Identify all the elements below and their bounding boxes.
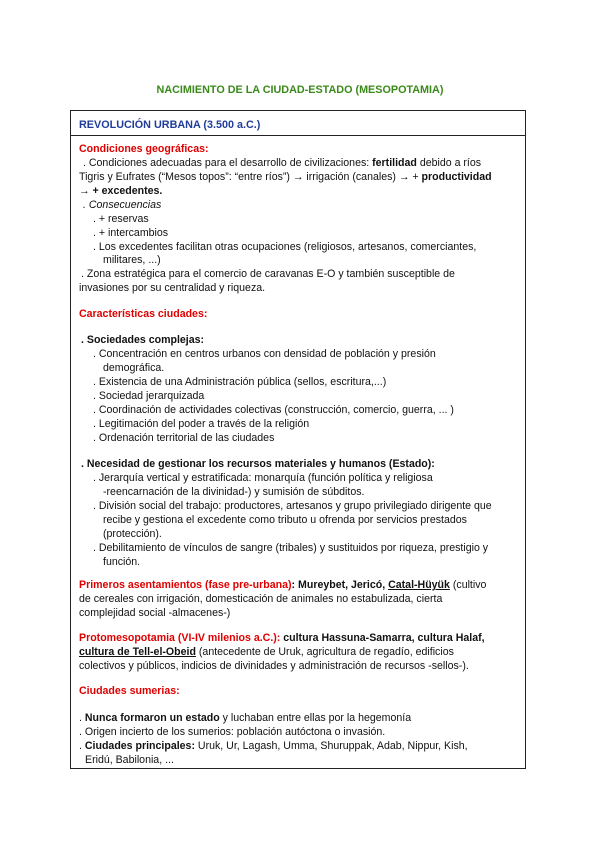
soc-item-6: . Ordenación territorial de las ciudades (93, 432, 275, 444)
sumer-line-2: . Origen incierto de los sumerios: población autóctona o invasión. (79, 726, 386, 738)
geo-line-3: → + excedentes. (79, 185, 163, 197)
soc-item-4: . Coordinación de actividades colectivas (construcción, comercio, guerra, ... ) (93, 404, 454, 416)
sumer-line-3 (79, 740, 519, 754)
text-underlined: Catal-Hüyük (388, 579, 450, 591)
societies-heading: . Sociedades complejas: (81, 334, 205, 346)
text-bold: cultura Hassuna-Samarra, cultura Halaf, (280, 632, 485, 644)
text-bold: productividad (421, 171, 492, 183)
geo-zone-2: invasiones por su centralidad y riqueza. (79, 282, 266, 294)
proto-line-3: colectivos y públicos, indicios de divinidades y administración de recursos -sellos-). (79, 660, 469, 672)
geo-heading: Condiciones geográficas: (79, 143, 209, 155)
text: . (79, 740, 85, 752)
first-settlements-line-1 (79, 579, 519, 593)
text-bold: Ciudades principales: (84, 740, 195, 752)
text: Tigris y Eufrates (“Mesos topos”: “entre ríos”) → irrigación (canales) → + (79, 171, 422, 183)
text: : (291, 579, 299, 591)
first-settlements-heading: Primeros asentamientos (fase pre-urbana) (79, 579, 292, 591)
sumer-heading: Ciudades sumerias: (79, 685, 180, 697)
text: y luchaban entre ellas por la hegemonía (219, 712, 412, 724)
geo-cons-3a: . Los excedentes facilitan otras ocupaciones (religiosos, artesanos, comerciantes, (93, 241, 477, 253)
need-item-1a: . Jerarquía vertical y estratificada: monarquía (función política y religiosa (93, 472, 433, 484)
geo-cons-2: . + intercambios (93, 227, 169, 239)
text: debido a ríos (416, 157, 482, 169)
need-item-3a: . Debilitamiento de vínculos de sangre (tribales) y sustituidos por riqueza, prestigio y (93, 542, 489, 554)
sumer-line-4: Eridú, Babilonia, ... (85, 754, 174, 766)
geo-line-1 (83, 157, 523, 171)
proto-line-1 (79, 632, 519, 646)
need-item-2b: recibe y gestiona el excedente como tributo u ofrenda por servicios prestados (103, 514, 467, 526)
text-underlined: cultura de Tell-el-Obeid (79, 646, 196, 658)
need-item-2c: (protección). (103, 528, 162, 540)
text: . Condiciones adecuadas para el desarrollo de civilizaciones: (83, 157, 373, 169)
text: Uruk, Ur, Lagash, Umma, Shuruppak, Adab, Nippur, Kish, (194, 740, 468, 752)
content-box (70, 110, 526, 769)
text-bold: Nunca formaron un estado (84, 712, 220, 724)
cities-heading: Características ciudades: (79, 308, 208, 320)
soc-item-1b: demográfica. (103, 362, 165, 374)
first-settlements-line-3: complejidad social -almacenes-) (79, 607, 231, 619)
proto-heading: Protomesopotamia (VI-IV milenios a.C.): (79, 632, 281, 644)
needs-heading: . Necesidad de gestionar los recursos materiales y humanos (Estado): (81, 458, 435, 470)
need-item-3b: función. (103, 556, 141, 568)
text: (antecedente de Uruk, agricultura de regadío, edificios (195, 646, 454, 658)
box-header: REVOLUCIÓN URBANA (3.500 a.C.) (71, 111, 525, 136)
text-bold: Mureybet, Jericó, (298, 579, 389, 591)
proto-line-2 (79, 646, 519, 660)
need-item-2a: . División social del trabajo: productores, artesanos y grupo privilegiado dirigente que (93, 500, 492, 512)
soc-item-1a: . Concentración en centros urbanos con densidad de población y presión (93, 348, 436, 360)
soc-item-2: . Existencia de una Administración pública (sellos, escritura,...) (93, 376, 387, 388)
text-bold: fertilidad (372, 157, 417, 169)
geo-line-2 (79, 171, 519, 185)
text: . (79, 712, 85, 724)
geo-consequences: . Consecuencias (83, 199, 162, 211)
need-item-1b: -reencarnación de la divinidad-) y sumisión de súbditos. (103, 486, 365, 498)
geo-zone-1: . Zona estratégica para el comercio de caravanas E-O y también susceptible de (81, 268, 455, 280)
soc-item-3: . Sociedad jerarquizada (93, 390, 205, 402)
text: (cultivo (449, 579, 487, 591)
geo-cons-3b: militares, ...) (103, 254, 161, 266)
page-title: NACIMIENTO DE LA CIUDAD-ESTADO (MESOPOTAMIA) (156, 84, 444, 96)
sumer-line-1 (79, 712, 519, 726)
soc-item-5: . Legitimación del poder a través de la religión (93, 418, 310, 430)
geo-cons-1: . + reservas (93, 213, 149, 225)
first-settlements-line-2: de cereales con irrigación, domesticación de animales no estabulizada, cierta (79, 593, 443, 605)
